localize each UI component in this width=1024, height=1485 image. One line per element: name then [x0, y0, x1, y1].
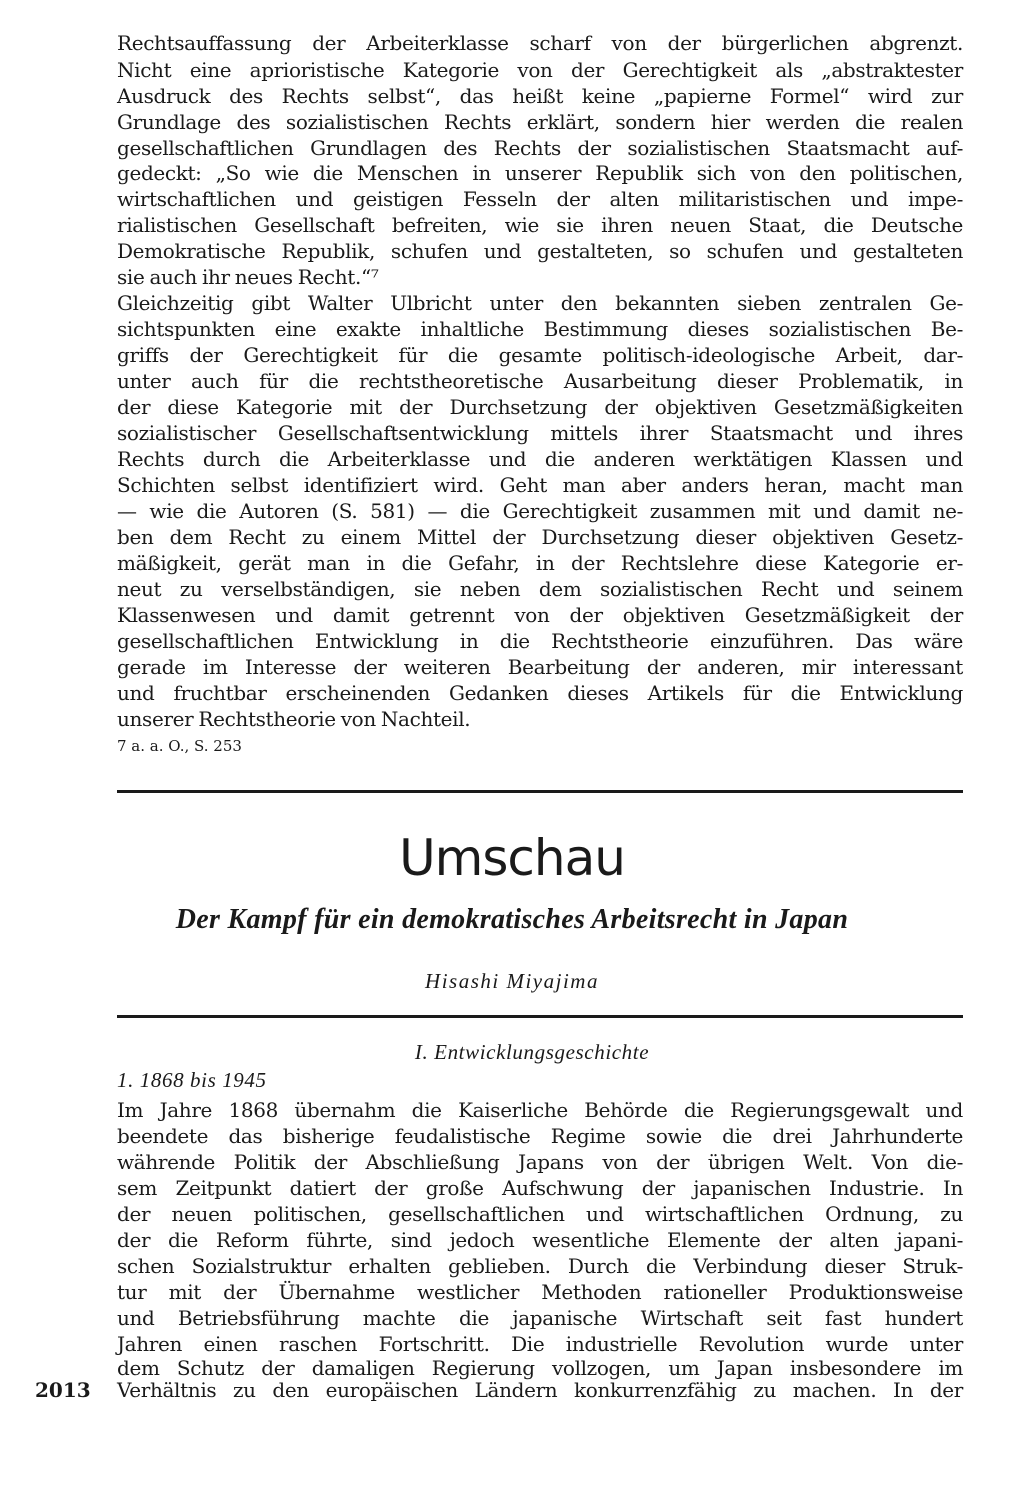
text-line: Nicht eine aprioristische Kategorie von der Gerechtigkeit als „abstraktester [117, 58, 963, 82]
page-number: 2013 [35, 1378, 91, 1402]
text-line: Gleichzeitig gibt Walter Ulbricht unter den bekannten sieben zentralen Ge- [117, 291, 963, 315]
text-line: wirtschaftlichen und geistigen Fesseln der alten militaristischen und impe- [117, 187, 963, 211]
article-author: Hisashi Miyajima [425, 969, 599, 993]
text-line: und fruchtbar erscheinenden Gedanken dieses Artikels für die Entwicklung [117, 681, 963, 705]
text-line: gerade im Interesse der weiteren Bearbeitung der anderen, mir interessant [117, 655, 963, 679]
section-title: Umschau [399, 829, 625, 887]
text-line: Klassenwesen und damit getrennt von der objektiven Gesetzmäßigkeit der [117, 603, 963, 627]
text-line: und Betriebsführung machte die japanische Wirtschaft seit fast hundert [117, 1306, 963, 1330]
text-line: rialistischen Gesellschaft befreiten, wie sie ihren neuen Staat, die Deutsche [117, 213, 963, 237]
text-line: tur mit der Übernahme westlicher Methoden rationeller Produktionsweise [117, 1280, 963, 1304]
text-line: mäßigkeit, gerät man in die Gefahr, in der Rechtslehre diese Kategorie er- [117, 551, 963, 575]
text-line: der die Reform führte, sind jedoch wesentliche Elemente der alten japani- [117, 1228, 963, 1252]
article-divider [117, 1015, 963, 1018]
subsection-heading: 1. 1868 bis 1945 [117, 1068, 267, 1092]
section-heading: I. Entwicklungsgeschichte [414, 1040, 650, 1064]
text-line: unserer Rechtstheorie von Nachteil. [117, 707, 471, 731]
text-line: sem Zeitpunkt datiert der große Aufschwung der japanischen Industrie. In [117, 1176, 963, 1200]
footnote: 7 a. a. O., S. 253 [117, 737, 242, 755]
text-line: griffs der Gerechtigkeit für die gesamte politisch-ideologische Arbeit, dar- [117, 343, 963, 367]
text-line: ben dem Recht zu einem Mittel der Durchsetzung dieser objektiven Gesetz- [117, 525, 963, 549]
text-line: Rechts durch die Arbeiterklasse und die anderen werktätigen Klassen und [117, 447, 963, 471]
text-line: neut zu verselbständigen, sie neben dem sozialistischen Recht und seinem [117, 577, 963, 601]
text-line: Jahren einen raschen Fortschritt. Die industrielle Revolution wurde unter [117, 1332, 963, 1356]
text-line: währende Politik der Abschließung Japans von der übrigen Welt. Von die- [117, 1150, 963, 1174]
text-line: schen Sozialstruktur erhalten geblieben. Durch die Verbindung dieser Struk- [117, 1254, 963, 1278]
text-line: dem Schutz der damaligen Regierung vollzogen, um Japan insbesondere im [117, 1356, 963, 1380]
text-line: — wie die Autoren (S. 581) — die Gerechtigkeit zusammen mit und damit ne- [117, 499, 963, 523]
section-divider [117, 790, 963, 793]
text-line: beendete das bisherige feudalistische Regime sowie die drei Jahrhunderte [117, 1124, 963, 1148]
text-line: Im Jahre 1868 übernahm die Kaiserliche Behörde die Regierungsgewalt und [117, 1098, 963, 1122]
text-line: Schichten selbst identifiziert wird. Geht man aber anders heran, macht man [117, 473, 963, 497]
text-line: gesellschaftlichen Grundlagen des Rechts der sozialistischen Staatsmacht auf- [117, 136, 963, 160]
article-title: Der Kampf für ein demokratisches Arbeitsrecht in Japan [175, 904, 849, 935]
text-line: unter auch für die rechtstheoretische Ausarbeitung dieser Problematik, in [117, 369, 963, 393]
text-line: gedeckt: „So wie die Menschen in unserer Republik sich von den politischen, [117, 161, 963, 185]
text-line: sozialistischer Gesellschaftsentwicklung mittels ihrer Staatsmacht und ihres [117, 421, 963, 445]
text-line: Verhältnis zu den europäischen Ländern konkurrenzfähig zu machen. In der [117, 1378, 963, 1402]
text-line: sie auch ihr neues Recht.“⁷ [117, 265, 379, 289]
text-line: der diese Kategorie mit der Durchsetzung der objektiven Gesetzmäßigkeiten [117, 395, 963, 419]
text-line: gesellschaftlichen Entwicklung in die Rechtstheorie einzuführen. Das wäre [117, 629, 963, 653]
text-line: Demokratische Republik, schufen und gestalteten, so schufen und gestalteten [117, 239, 963, 263]
text-line: Rechtsauffassung der Arbeiterklasse scharf von der bürgerlichen abgrenzt. [117, 31, 963, 55]
text-line: Ausdruck des Rechts selbst“, das heißt keine „papierne Formel“ wird zur [117, 84, 963, 108]
text-line: der neuen politischen, gesellschaftlichen und wirtschaftlichen Ordnung, zu [117, 1202, 963, 1226]
text-line: sichtspunkten eine exakte inhaltliche Bestimmung dieses sozialistischen Be- [117, 317, 963, 341]
text-line: Grundlage des sozialistischen Rechts erklärt, sondern hier werden die realen [117, 110, 963, 134]
